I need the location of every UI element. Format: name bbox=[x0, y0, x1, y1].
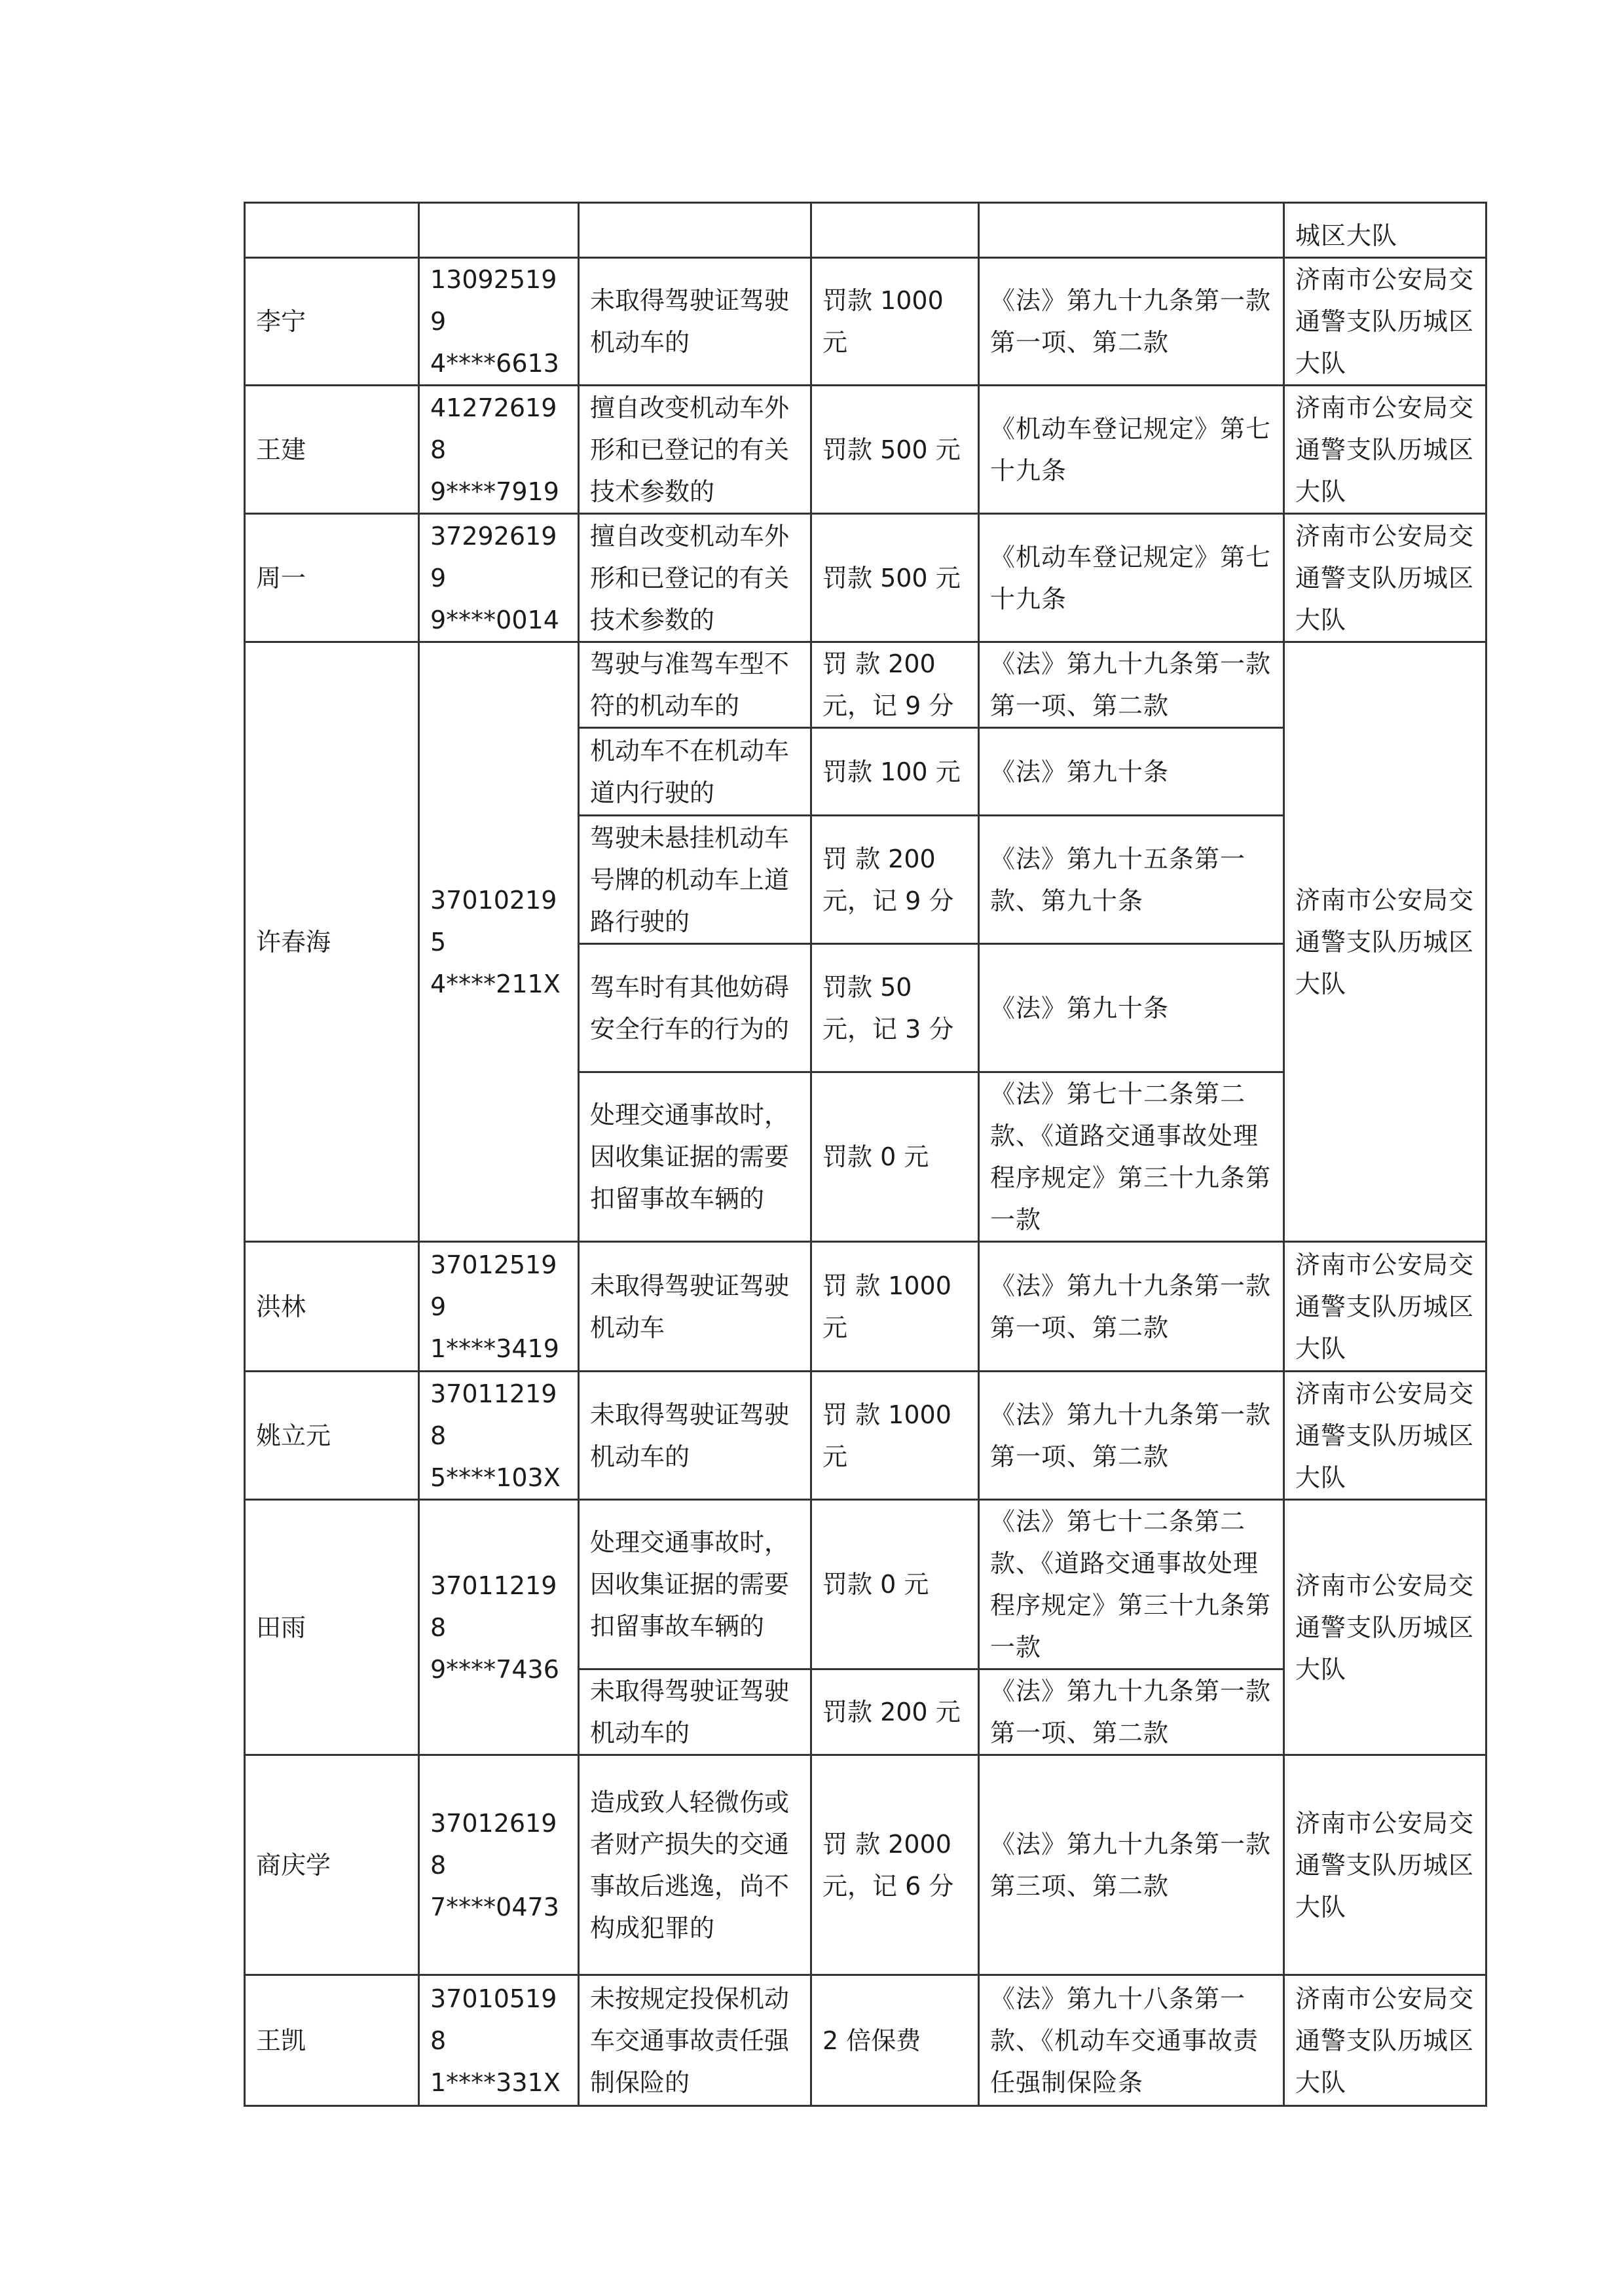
id-line-2: 4****6613 bbox=[430, 349, 559, 378]
cell-violation: 机动车不在机动车道内行驶的 bbox=[579, 728, 811, 816]
id-line-1: 370105198 bbox=[430, 1984, 557, 2055]
cell-id bbox=[419, 1372, 579, 1500]
cell-penalty: 罚 款 1000 元 bbox=[811, 1242, 979, 1372]
cell-name: 田雨 bbox=[245, 1500, 419, 1755]
id-line-2: 9****7919 bbox=[430, 477, 559, 506]
cell-organization: 济南市公安局交通警支队历城区大队 bbox=[1284, 1500, 1486, 1755]
table-row bbox=[245, 1975, 1486, 2106]
cell-violation: 驾车时有其他妨碍安全行车的行为的 bbox=[579, 944, 811, 1072]
cell-violation: 处理交通事故时，因收集证据的需要扣留事故车辆的 bbox=[579, 1072, 811, 1242]
id-line-2: 7****0473 bbox=[430, 1892, 559, 1922]
cell-penalty: 罚款 0 元 bbox=[811, 1072, 979, 1242]
cell-id bbox=[419, 514, 579, 642]
cell-violation: 造成致人轻微伤或者财产损失的交通事故后逃逸，尚不构成犯罪的 bbox=[579, 1755, 811, 1975]
cell-violation: 驾驶未悬挂机动车号牌的机动车上道路行驶的 bbox=[579, 816, 811, 944]
cell-penalty bbox=[811, 203, 979, 258]
cell-penalty: 罚款 500 元 bbox=[811, 514, 979, 642]
cell-id bbox=[419, 1755, 579, 1975]
id-line-2: 9****0014 bbox=[430, 605, 559, 634]
table-body bbox=[245, 203, 1486, 2106]
cell-violation: 未取得驾驶证驾驶机动车 bbox=[579, 1242, 811, 1372]
cell-name: 许春海 bbox=[245, 642, 419, 1242]
cell-basis: 《法》第九十九条第一款第三项、第二款 bbox=[979, 1755, 1284, 1975]
cell-basis: 《法》第九十条 bbox=[979, 728, 1284, 816]
cell-penalty: 罚款 100 元 bbox=[811, 728, 979, 816]
table-row bbox=[245, 514, 1486, 642]
cell-violation: 处理交通事故时，因收集证据的需要扣留事故车辆的 bbox=[579, 1500, 811, 1669]
id-line-2: 4****211X bbox=[430, 969, 561, 998]
id-line-2: 1****331X bbox=[430, 2068, 561, 2097]
table-row bbox=[245, 1242, 1486, 1372]
cell-name: 李宁 bbox=[245, 258, 419, 386]
cell-basis: 《法》第七十二条第二款、《道路交通事故处理程序规定》第三十九条第一款 bbox=[979, 1072, 1284, 1242]
id-line-1: 370126198 bbox=[430, 1808, 557, 1880]
cell-penalty: 罚款 0 元 bbox=[811, 1500, 979, 1669]
cell-basis bbox=[979, 203, 1284, 258]
table-row-continuation bbox=[245, 203, 1486, 258]
cell-penalty: 罚款 50 元，记 3 分 bbox=[811, 944, 979, 1072]
cell-name: 洪林 bbox=[245, 1242, 419, 1372]
cell-organization: 城区大队 bbox=[1284, 203, 1486, 258]
id-line-1: 370125199 bbox=[430, 1250, 557, 1321]
cell-name: 王凯 bbox=[245, 1975, 419, 2106]
table-row bbox=[245, 1755, 1486, 1975]
cell-id bbox=[419, 1500, 579, 1755]
cell-name: 商庆学 bbox=[245, 1755, 419, 1975]
table-row bbox=[245, 386, 1486, 514]
cell-penalty: 罚款 1000 元 bbox=[811, 258, 979, 386]
cell-penalty: 罚款 500 元 bbox=[811, 386, 979, 514]
cell-organization: 济南市公安局交通警支队历城区大队 bbox=[1284, 1755, 1486, 1975]
table-row bbox=[245, 1372, 1486, 1500]
cell-organization: 济南市公安局交通警支队历城区大队 bbox=[1284, 1975, 1486, 2106]
cell-id bbox=[419, 1242, 579, 1372]
cell-penalty: 罚 款 1000 元 bbox=[811, 1372, 979, 1500]
cell-penalty: 2 倍保费 bbox=[811, 1975, 979, 2106]
cell-basis: 《法》第九十九条第一款第一项、第二款 bbox=[979, 1669, 1284, 1755]
id-line-1: 412726198 bbox=[430, 393, 557, 464]
cell-penalty: 罚 款 200 元，记 9 分 bbox=[811, 816, 979, 944]
id-line-2: 9****7436 bbox=[430, 1654, 559, 1684]
cell-organization: 济南市公安局交通警支队历城区大队 bbox=[1284, 514, 1486, 642]
id-line-1: 370112198 bbox=[430, 1379, 557, 1450]
cell-basis: 《法》第九十九条第一款第一项、第二款 bbox=[979, 1242, 1284, 1372]
id-line-1: 372926199 bbox=[430, 521, 557, 592]
cell-penalty: 罚 款 200 元，记 9 分 bbox=[811, 642, 979, 728]
cell-organization: 济南市公安局交通警支队历城区大队 bbox=[1284, 642, 1486, 1242]
id-line-2: 5****103X bbox=[430, 1463, 561, 1492]
id-line-1: 130925199 bbox=[430, 265, 557, 336]
cell-violation: 未取得驾驶证驾驶机动车的 bbox=[579, 1669, 811, 1755]
cell-id bbox=[419, 1975, 579, 2106]
cell-basis: 《法》第九十九条第一款第一项、第二款 bbox=[979, 258, 1284, 386]
cell-name bbox=[245, 203, 419, 258]
cell-violation: 未按规定投保机动车交通事故责任强制保险的 bbox=[579, 1975, 811, 2106]
table-row bbox=[245, 1500, 1486, 1669]
cell-organization: 济南市公安局交通警支队历城区大队 bbox=[1284, 1242, 1486, 1372]
cell-violation: 未取得驾驶证驾驶机动车的 bbox=[579, 1372, 811, 1500]
cell-violation: 擅自改变机动车外形和已登记的有关技术参数的 bbox=[579, 386, 811, 514]
cell-basis: 《法》第七十二条第二款、《道路交通事故处理程序规定》第三十九条第一款 bbox=[979, 1500, 1284, 1669]
cell-name: 周一 bbox=[245, 514, 419, 642]
cell-basis: 《法》第九十九条第一款第一项、第二款 bbox=[979, 642, 1284, 728]
cell-basis: 《法》第九十条 bbox=[979, 944, 1284, 1072]
cell-organization: 济南市公安局交通警支队历城区大队 bbox=[1284, 1372, 1486, 1500]
cell-id bbox=[419, 203, 579, 258]
cell-id bbox=[419, 642, 579, 1242]
cell-name: 王建 bbox=[245, 386, 419, 514]
table-row bbox=[245, 258, 1486, 386]
cell-penalty: 罚 款 2000 元，记 6 分 bbox=[811, 1755, 979, 1975]
cell-violation: 擅自改变机动车外形和已登记的有关技术参数的 bbox=[579, 514, 811, 642]
id-line-2: 1****3419 bbox=[430, 1334, 559, 1363]
cell-basis: 《机动车登记规定》第七十九条 bbox=[979, 514, 1284, 642]
cell-id bbox=[419, 386, 579, 514]
id-line-1: 370102195 bbox=[430, 885, 557, 957]
cell-violation: 驾驶与准驾车型不符的机动车的 bbox=[579, 642, 811, 728]
id-line-1: 370112198 bbox=[430, 1571, 557, 1642]
cell-penalty: 罚款 200 元 bbox=[811, 1669, 979, 1755]
cell-id bbox=[419, 258, 579, 386]
cell-basis: 《法》第九十八条第一款、《机动车交通事故责任强制保险条 bbox=[979, 1975, 1284, 2106]
cell-name: 姚立元 bbox=[245, 1372, 419, 1500]
table-row bbox=[245, 642, 1486, 728]
cell-basis: 《法》第九十九条第一款第一项、第二款 bbox=[979, 1372, 1284, 1500]
cell-violation: 未取得驾驶证驾驶机动车的 bbox=[579, 258, 811, 386]
cell-basis: 《法》第九十五条第一款、第九十条 bbox=[979, 816, 1284, 944]
cell-basis: 《机动车登记规定》第七十九条 bbox=[979, 386, 1284, 514]
cell-organization: 济南市公安局交通警支队历城区大队 bbox=[1284, 258, 1486, 386]
cell-violation bbox=[579, 203, 811, 258]
penalty-table bbox=[244, 202, 1487, 2107]
cell-organization: 济南市公安局交通警支队历城区大队 bbox=[1284, 386, 1486, 514]
